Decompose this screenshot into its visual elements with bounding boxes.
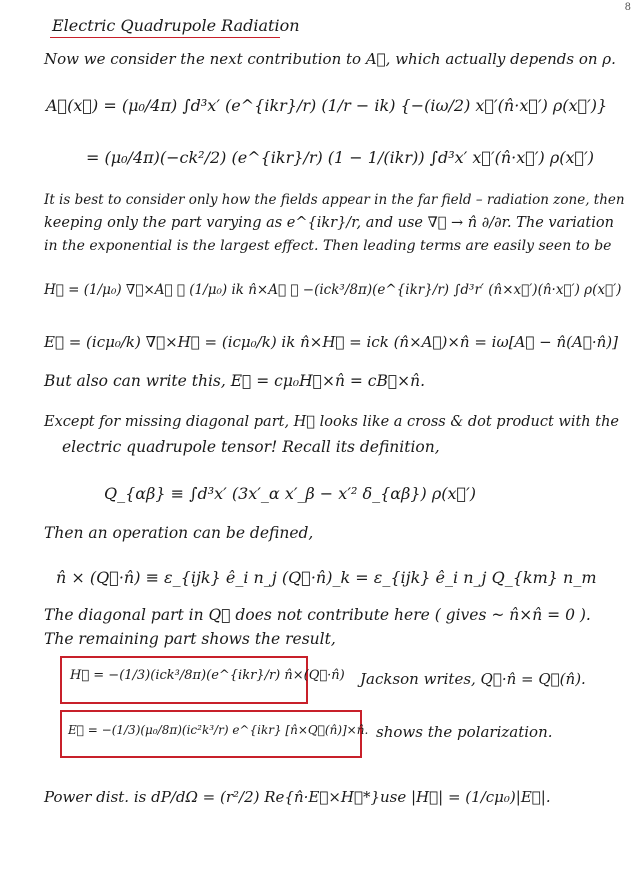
text-line-9: The diagonal part in Q⃡ does not contribute here ( gives ~ n̂×n̂ = 0 ). (44, 606, 591, 624)
boxed-equation-electric: E⃗ = −(1/3)(μ₀/8π)(ic²k³/r) e^{ikr} [n̂×Q⃗(n̂)]×n̂. (68, 723, 369, 737)
equation-electric-field: E⃗ = (icμ₀/k) ∇⃗×H⃗ = (icμ₀/k) ik n̂×H⃗ = ick (n̂×A⃗)×n̂ = iω[A⃗ − n̂(A⃗·n̂)] (44, 333, 618, 351)
text-line-2: It is best to consider only how the fields appear in the far field – radiation zone, then (44, 192, 625, 208)
text-line-3: keeping only the part varying as e^{ikr}/r, and use ∇⃗ → n̂ ∂/∂r. The variation (44, 215, 614, 231)
side-note-jackson: Jackson writes, Q⃡·n̂ = Q⃗(n̂). (360, 670, 586, 688)
page-number: 8 (624, 2, 631, 13)
text-line-8: Then an operation can be defined, (44, 524, 314, 542)
equation-magnetic-field: H⃗ = (1/μ₀) ∇⃗×A⃗ ≅ (1/μ₀) ik n̂×A⃗ ≅ −(ick³/8π)(e^{ikr}/r) ∫d³r′ (n̂×x⃗′)(n̂·x⃗′) ρ(x⃗′) (44, 282, 622, 298)
equation-quadrupole-tensor: Q_{αβ} ≡ ∫d³x′ (3x′_α x′_β − x′² δ_{αβ}) ρ(x⃗′) (104, 484, 476, 503)
equation-vector-potential: A⃗(x⃗) = (μ₀/4π) ∫d³x′ (e^{ikr}/r) (1/r − ik) {−(iω/2) x⃗′(n̂·x⃗′) ρ(x⃗′)} (46, 96, 608, 115)
page-title: Electric Quadrupole Radiation (52, 16, 300, 35)
side-note-polarization: shows the polarization. (376, 723, 553, 741)
text-line-6: Except for missing diagonal part, H⃗ looks like a cross & dot product with the (44, 414, 619, 430)
side-note-field-magnitude: use |H⃗| = (1/cμ₀)|E⃗|. (380, 788, 551, 806)
boxed-equation-magnetic: H⃗ = −(1/3)(ick³/8π)(e^{ikr}/r) n̂×(Q⃡·n̂) (70, 668, 345, 683)
text-line-1: Now we consider the next contribution to A⃗, which actually depends on ρ. (44, 50, 616, 68)
equation-vector-potential-simplified: = (μ₀/4π)(−ck²/2) (e^{ikr}/r) (1 − 1/(ikr)) ∫d³x′ x⃗′(n̂·x⃗′) ρ(x⃗′) (86, 148, 594, 167)
title-underline (50, 37, 280, 38)
equation-operation: n̂ × (Q⃡·n̂) ≡ ε_{ijk} ê_i n_j (Q⃡·n̂)_k = ε_{ijk} ê_i n_j Q_{km} n_m (56, 568, 597, 587)
text-line-10: The remaining part shows the result, (44, 630, 336, 648)
text-line-5: But also can write this, E⃗ = cμ₀H⃗×n̂ = cB⃗×n̂. (44, 372, 426, 390)
text-line-7: electric quadrupole tensor! Recall its definition, (62, 438, 440, 456)
equation-power-distribution: Power dist. is dP/dΩ = (r²/2) Re{n̂·E⃗×H⃗*} (44, 788, 381, 806)
text-line-4: in the exponential is the largest effect. Then leading terms are easily seen to be (44, 238, 612, 254)
